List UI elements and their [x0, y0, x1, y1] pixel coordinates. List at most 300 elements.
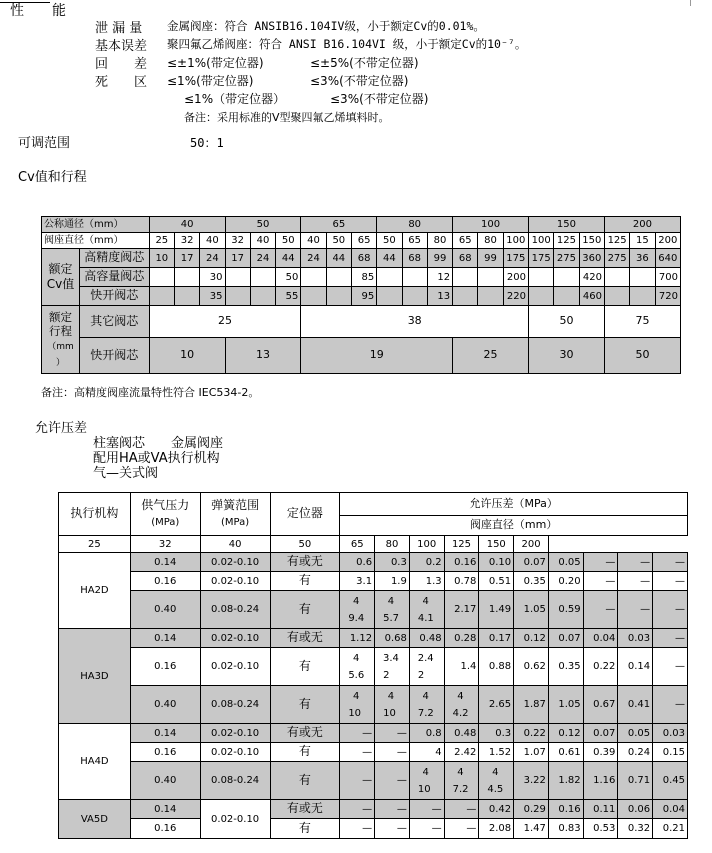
- pressure-value-line: 10: [383, 707, 396, 719]
- positioner-header: 定位器: [270, 493, 340, 536]
- table-row: [59, 629, 688, 648]
- spring-cell: 0.02-0.10: [200, 572, 270, 591]
- seat-cell: 15: [630, 233, 655, 249]
- table-row: [59, 536, 688, 553]
- pressure-value-cell: 0.20: [548, 572, 583, 591]
- cv-cell: [453, 268, 478, 287]
- pressure-value-cell: 0.78: [444, 572, 479, 591]
- spring-cell: 0.02-0.10: [200, 629, 270, 648]
- supply-cell: 0.40: [130, 591, 200, 629]
- pressure-value-cell: —: [409, 819, 444, 839]
- pressure-value-cell: 3.22: [514, 762, 549, 800]
- pressure-value-line: 5.6: [348, 669, 365, 681]
- pressure-value-cell: 0.03: [653, 724, 688, 743]
- cv-cell: [250, 287, 275, 306]
- pressure-value-cell: 0.24: [618, 743, 653, 762]
- seat-cell: 65: [402, 233, 427, 249]
- spring-header-2: (MPa): [221, 517, 250, 528]
- table-row: [59, 724, 688, 743]
- pressure-value-cell: 0.83: [548, 819, 583, 839]
- pressure-value-line: 10: [348, 707, 362, 719]
- pressure-value-line: 4: [353, 595, 360, 607]
- cv-cell: [453, 287, 478, 306]
- pressure-value-cell: 1.47: [514, 819, 549, 839]
- cv-cell: [149, 268, 174, 287]
- pressure-value-line: 7.2: [417, 707, 434, 719]
- leakage-label: 泄 漏 量: [95, 21, 143, 36]
- actuator-cell: VA5D: [59, 800, 131, 839]
- pressure-value-cell: —: [653, 629, 688, 648]
- pressure-value-cell: 1.12: [340, 629, 375, 648]
- positioner-cell: 有: [270, 648, 340, 686]
- pressure-value-cell: [340, 648, 375, 686]
- table-row: [42, 306, 681, 338]
- seat-cell: 200: [655, 233, 680, 249]
- pressure-value-cell: —: [444, 819, 479, 839]
- pressure-value-cell: 0.15: [653, 743, 688, 762]
- pressure-value-cell: 1.4: [444, 648, 479, 686]
- cv-cell: 50: [276, 268, 301, 287]
- pressure-value-cell: 0.16: [548, 800, 583, 819]
- cv-cell: 220: [503, 287, 528, 306]
- cv-cell: 68: [402, 249, 427, 268]
- seat-cell: 65: [453, 233, 478, 249]
- cv-cell: [554, 268, 579, 287]
- seat-size-cell: 125: [444, 536, 479, 553]
- pressure-value-cell: 0.35: [548, 648, 583, 686]
- cv-cell: 700: [655, 268, 680, 287]
- cv-cell: [250, 268, 275, 287]
- pressure-value-cell: 1.16: [583, 762, 618, 800]
- actuator-cell: HA4D: [59, 724, 131, 800]
- pressure-value-cell: —: [618, 553, 653, 572]
- seat-diameter-label: 阀座直径（mm）: [42, 233, 150, 249]
- supply-cell: 0.14: [130, 553, 200, 572]
- hysteresis-with-positioner: ≤±1%(带定位器): [167, 56, 264, 70]
- pressure-value-cell: 0.14: [618, 648, 653, 686]
- cv-cell: 13: [427, 287, 452, 306]
- table-row: [59, 493, 688, 516]
- stroke-line3: （mm: [47, 341, 74, 352]
- deadband-with-positioner: ≤1%(带定位器): [167, 74, 254, 88]
- allowable-heading: 允许压差: [35, 421, 88, 436]
- allowable-line3: 气—关式阀: [93, 466, 159, 481]
- pressure-value-cell: 0.45: [653, 762, 688, 800]
- cv-cell: 44: [377, 249, 402, 268]
- pressure-value-line: 4: [422, 766, 429, 778]
- pressure-value-line: 4: [422, 690, 429, 702]
- cv-cell: 720: [655, 287, 680, 306]
- supply-cell: 0.16: [130, 648, 200, 686]
- pressure-value-line: 2: [417, 669, 425, 681]
- seat-cell: 100: [529, 233, 554, 249]
- pressure-value-cell: 0.07: [583, 724, 618, 743]
- cv-cell: [225, 268, 250, 287]
- basic-error-text: 聚四氟乙烯阀座：符合 ANSI B16.104VI 级，小于额定Cv的10⁻⁷。: [167, 37, 527, 51]
- rated-stroke-label: [42, 306, 80, 374]
- pressure-value-cell: [375, 686, 410, 724]
- cv-cell: [529, 287, 554, 306]
- pressure-value-cell: 1.07: [514, 743, 549, 762]
- pressure-value-cell: —: [375, 724, 410, 743]
- seat-size-cell: 40: [200, 536, 270, 553]
- pressure-value-cell: —: [653, 553, 688, 572]
- positioner-cell: 有: [270, 591, 340, 629]
- spring-cell: 0.02-0.10: [200, 724, 270, 743]
- nominal-cell: 150: [529, 217, 605, 233]
- high-precision-label: 高精度阀芯: [79, 249, 149, 268]
- seat-cell: 80: [427, 233, 452, 249]
- nominal-cell: 100: [453, 217, 529, 233]
- pressure-value-cell: —: [653, 686, 688, 724]
- positioner-cell: 有或无: [270, 629, 340, 648]
- quick-stroke-cell: 50: [604, 338, 680, 374]
- cv-cell: [478, 287, 503, 306]
- pressure-value-cell: 2.65: [479, 686, 514, 724]
- pressure-value-line: 2: [383, 669, 390, 681]
- pressure-value-cell: 0.53: [583, 819, 618, 839]
- seat-size-cell: 100: [409, 536, 444, 553]
- pressure-value-cell: 0.59: [548, 591, 583, 629]
- deadband-label: 死 区: [95, 75, 148, 90]
- spring-cell: 0.02-0.10: [200, 648, 270, 686]
- supply-cell: 0.40: [130, 686, 200, 724]
- pressure-value-cell: 2.08: [479, 819, 514, 839]
- cv-cell: 99: [478, 249, 503, 268]
- seat-cell: 80: [478, 233, 503, 249]
- cv-cell: 24: [301, 249, 326, 268]
- seat-size-cell: 80: [375, 536, 410, 553]
- cv-cell: [149, 287, 174, 306]
- pressure-value-cell: —: [340, 800, 375, 819]
- pressure-value-cell: —: [583, 553, 618, 572]
- pressure-value-cell: 0.05: [548, 553, 583, 572]
- seat-cell: 40: [200, 233, 225, 249]
- pressure-value-cell: 0.61: [548, 743, 583, 762]
- adjustable-range-label: 可调范围: [18, 136, 71, 151]
- pressure-value-cell: [444, 762, 479, 800]
- cv-table-note: 备注：高精度阀座流量特性符合 IEC534-2。: [41, 386, 260, 399]
- cv-cell: 35: [200, 287, 225, 306]
- cv-cell: [301, 268, 326, 287]
- pressure-value-cell: [409, 762, 444, 800]
- table-row: [42, 338, 681, 374]
- pressure-value-cell: —: [340, 819, 375, 839]
- pressure-value-cell: —: [375, 743, 410, 762]
- cv-cell: 460: [579, 287, 604, 306]
- pressure-value-cell: 2.17: [444, 591, 479, 629]
- pressure-value-cell: 0.48: [409, 629, 444, 648]
- cv-cell: 275: [554, 249, 579, 268]
- seat-cell: 50: [377, 233, 402, 249]
- stroke-line2: 行程: [48, 323, 72, 338]
- quick-stroke-cell: 30: [529, 338, 605, 374]
- pressure-value-cell: [375, 648, 410, 686]
- pressure-value-cell: —: [618, 572, 653, 591]
- pressure-value-cell: —: [653, 648, 688, 686]
- other-stroke-cell: 38: [301, 306, 529, 338]
- table-row: [42, 268, 681, 287]
- spring-header: [200, 493, 270, 536]
- positioner-cell: 有: [270, 686, 340, 724]
- cv-cell: 99: [427, 249, 452, 268]
- other-stroke-cell: 75: [604, 306, 680, 338]
- cv-cell: [554, 287, 579, 306]
- rated-cv-label: [42, 249, 80, 306]
- pressure-value-cell: [375, 591, 410, 629]
- other-core-label: 其它阀芯: [79, 306, 149, 338]
- cv-cell: 36: [630, 249, 655, 268]
- positioner-cell: 有: [270, 572, 340, 591]
- pressure-value-cell: 0.28: [444, 629, 479, 648]
- positioner-cell: 有: [270, 743, 340, 762]
- cv-cell: [326, 268, 351, 287]
- pressure-value-cell: —: [375, 762, 410, 800]
- stroke-line1: 额定: [48, 309, 72, 324]
- pressure-value-line: 3.4: [383, 652, 399, 664]
- pressure-value-cell: 1.49: [479, 591, 514, 629]
- cv-cell: [630, 268, 655, 287]
- pressure-value-cell: [340, 686, 375, 724]
- table-row: [59, 591, 688, 629]
- cv-cell: [604, 268, 629, 287]
- cv-cell: 275: [604, 249, 629, 268]
- cv-cell: [630, 287, 655, 306]
- pressure-value-line: 4: [457, 690, 464, 702]
- table-row: [59, 762, 688, 800]
- cv-cell: 24: [200, 249, 225, 268]
- table-row: [59, 743, 688, 762]
- pressure-value-cell: 4: [409, 743, 444, 762]
- table-row: [42, 233, 681, 249]
- pressure-value-cell: 0.16: [444, 553, 479, 572]
- pressure-value-line: 4: [353, 652, 360, 664]
- pressure-value-cell: —: [444, 800, 479, 819]
- cv-cell: 44: [276, 249, 301, 268]
- seat-cell: 32: [174, 233, 199, 249]
- cv-cell: [604, 287, 629, 306]
- stroke-line4: ）: [55, 357, 65, 368]
- pressure-value-cell: 0.8: [409, 724, 444, 743]
- rated-cv-line1: 额定: [48, 262, 73, 276]
- allowable-line1: 柱塞阀芯 金属阀座: [93, 436, 224, 451]
- pressure-value-cell: —: [409, 800, 444, 819]
- spring-cell: 0.08-0.24: [200, 591, 270, 629]
- table-row: [59, 572, 688, 591]
- pressure-value-cell: 0.3: [479, 724, 514, 743]
- pressure-value-cell: 0.05: [618, 724, 653, 743]
- pressure-value-cell: —: [583, 572, 618, 591]
- pressure-value-cell: 3.1: [340, 572, 375, 591]
- pressure-value-cell: 0.29: [514, 800, 549, 819]
- cv-cell: [225, 287, 250, 306]
- seat-size-cell: 25: [59, 536, 131, 553]
- nominal-cell: 65: [301, 217, 377, 233]
- pressure-value-cell: 0.39: [583, 743, 618, 762]
- pressure-value-cell: 0.42: [479, 800, 514, 819]
- cv-cell: [402, 287, 427, 306]
- cv-cell: [326, 287, 351, 306]
- pressure-value-cell: [409, 591, 444, 629]
- pressure-value-cell: [479, 762, 514, 800]
- other-stroke-cell: 25: [149, 306, 301, 338]
- pressure-value-cell: —: [375, 800, 410, 819]
- pressure-value-line: 4: [387, 690, 395, 702]
- cv-cell: [478, 268, 503, 287]
- positioner-cell: 有或无: [270, 724, 340, 743]
- pressure-value-cell: 0.88: [479, 648, 514, 686]
- pressure-value-cell: 0.2: [409, 553, 444, 572]
- other-stroke-cell: 50: [529, 306, 605, 338]
- seat-cell: 40: [301, 233, 326, 249]
- seat-cell: 25: [149, 233, 174, 249]
- performance-title: 性 能: [10, 3, 66, 19]
- pressure-value-cell: 0.03: [618, 629, 653, 648]
- pressure-value-cell: 0.62: [514, 648, 549, 686]
- pressure-value-cell: 0.12: [548, 724, 583, 743]
- pressure-value-cell: 0.07: [548, 629, 583, 648]
- pressure-value-cell: 0.06: [618, 800, 653, 819]
- pressure-value-cell: 0.71: [618, 762, 653, 800]
- hysteresis-without-positioner: ≤±5%(不带定位器): [310, 56, 419, 70]
- spring-cell: 0.08-0.24: [200, 762, 270, 800]
- quick-open-label: 快开阀芯: [79, 287, 149, 306]
- quick-core-label: 快开阀芯: [79, 338, 149, 374]
- seat-cell: 50: [326, 233, 351, 249]
- pressure-value-cell: —: [583, 591, 618, 629]
- positioner-cell: 有或无: [270, 553, 340, 572]
- cv-cell: 85: [351, 268, 376, 287]
- pressure-value-cell: 0.22: [583, 648, 618, 686]
- pressure-value-line: 4: [387, 595, 395, 607]
- actuator-cell: HA2D: [59, 553, 131, 629]
- extra-with-positioner: ≤1%（带定位器）: [184, 92, 286, 106]
- supply-header-2: (MPa): [151, 517, 180, 528]
- seat-cell: 65: [351, 233, 376, 249]
- pressure-value-line: 4.1: [417, 612, 434, 624]
- pressure-value-line: 4.5: [487, 783, 504, 795]
- cv-cell: 12: [427, 268, 452, 287]
- pressure-value-cell: 0.48: [444, 724, 479, 743]
- seat-size-cell: 50: [270, 536, 340, 553]
- basic-error-label: 基本误差: [95, 39, 148, 54]
- cv-cell: 17: [174, 249, 199, 268]
- supply-cell: 0.16: [130, 743, 200, 762]
- seat-header: 阀座直径（mm）: [340, 516, 688, 536]
- pressure-value-cell: —: [340, 762, 375, 800]
- pressure-value-line: 4: [492, 766, 499, 778]
- hysteresis-label: 回 差: [95, 57, 148, 72]
- actuator-header: 执行机构: [59, 493, 131, 536]
- pressure-value-line: 4.2: [452, 707, 469, 719]
- pressure-value-cell: —: [340, 724, 375, 743]
- spring-cell: 0.02-0.10: [200, 800, 270, 839]
- pressure-value-cell: 0.12: [514, 629, 549, 648]
- supply-header: [130, 493, 200, 536]
- pressure-value-cell: 1.87: [514, 686, 549, 724]
- supply-cell: 0.16: [130, 572, 200, 591]
- supply-cell: 0.40: [130, 762, 200, 800]
- allowable-pressure-table: [58, 492, 688, 839]
- pressure-value-cell: [409, 686, 444, 724]
- cv-cell: [174, 287, 199, 306]
- cv-cell: 68: [351, 249, 376, 268]
- cv-cell: 175: [529, 249, 554, 268]
- pressure-value-cell: 0.04: [583, 629, 618, 648]
- pressure-value-cell: 0.17: [479, 629, 514, 648]
- cv-cell: [529, 268, 554, 287]
- pressure-value-cell: 1.52: [479, 743, 514, 762]
- nominal-cell: 50: [225, 217, 301, 233]
- pressure-value-line: 9.4: [348, 612, 365, 624]
- pressure-value-cell: 0.6: [340, 553, 375, 572]
- pressure-value-cell: 0.21: [653, 819, 688, 839]
- pressure-value-cell: 0.3: [375, 553, 410, 572]
- pressure-value-cell: 1.82: [548, 762, 583, 800]
- cv-cell: 30: [200, 268, 225, 287]
- pressure-value-cell: —: [375, 819, 410, 839]
- quick-stroke-cell: 13: [225, 338, 301, 374]
- quick-stroke-cell: 19: [301, 338, 453, 374]
- pressure-value-line: 4: [422, 595, 429, 607]
- supply-cell: 0.16: [130, 819, 200, 839]
- supply-cell: 0.14: [130, 724, 200, 743]
- cv-cell: 200: [503, 268, 528, 287]
- cv-cell: [301, 287, 326, 306]
- supply-cell: 0.14: [130, 800, 200, 819]
- pressure-value-cell: —: [653, 591, 688, 629]
- pressure-value-cell: 0.67: [583, 686, 618, 724]
- nominal-cell: 40: [149, 217, 225, 233]
- cv-stroke-table: [41, 216, 681, 374]
- quick-stroke-cell: 25: [453, 338, 529, 374]
- page-edge-mark: [690, 0, 692, 6]
- pressure-value-cell: [444, 686, 479, 724]
- seat-cell: 125: [554, 233, 579, 249]
- actuator-cell: HA3D: [59, 629, 131, 724]
- pressure-value-cell: 0.41: [618, 686, 653, 724]
- pressure-value-line: 4: [457, 766, 464, 778]
- positioner-cell: 有: [270, 762, 340, 800]
- supply-cell: 0.14: [130, 629, 200, 648]
- cv-cell: 17: [225, 249, 250, 268]
- cv-cell: 55: [276, 287, 301, 306]
- seat-size-cell: 200: [514, 536, 549, 553]
- nominal-cell: 80: [377, 217, 453, 233]
- quick-stroke-cell: 10: [149, 338, 225, 374]
- cv-cell: 360: [579, 249, 604, 268]
- seat-cell: 125: [604, 233, 629, 249]
- seat-cell: 150: [579, 233, 604, 249]
- positioner-cell: 有或无: [270, 800, 340, 819]
- cv-cell: [174, 268, 199, 287]
- pressure-value-cell: 2.42: [444, 743, 479, 762]
- spring-cell: 0.02-0.10: [200, 553, 270, 572]
- table-row: [59, 648, 688, 686]
- pressure-value-line: 4: [353, 690, 360, 702]
- cv-cell: 640: [655, 249, 680, 268]
- supply-header-1: 供气压力: [141, 498, 190, 512]
- performance-note: 备注：采用标准的V型聚四氟乙烯填料时。: [184, 111, 390, 124]
- pressure-value-line: 7.2: [452, 783, 469, 795]
- cv-cell: [377, 268, 402, 287]
- pressure-value-cell: 1.3: [409, 572, 444, 591]
- high-capacity-label: 高容量阀芯: [79, 268, 149, 287]
- adjustable-range-value: 50：1: [190, 136, 224, 150]
- table-row: [59, 800, 688, 819]
- spring-cell: 0.02-0.10: [200, 743, 270, 762]
- pressure-value-cell: 0.07: [514, 553, 549, 572]
